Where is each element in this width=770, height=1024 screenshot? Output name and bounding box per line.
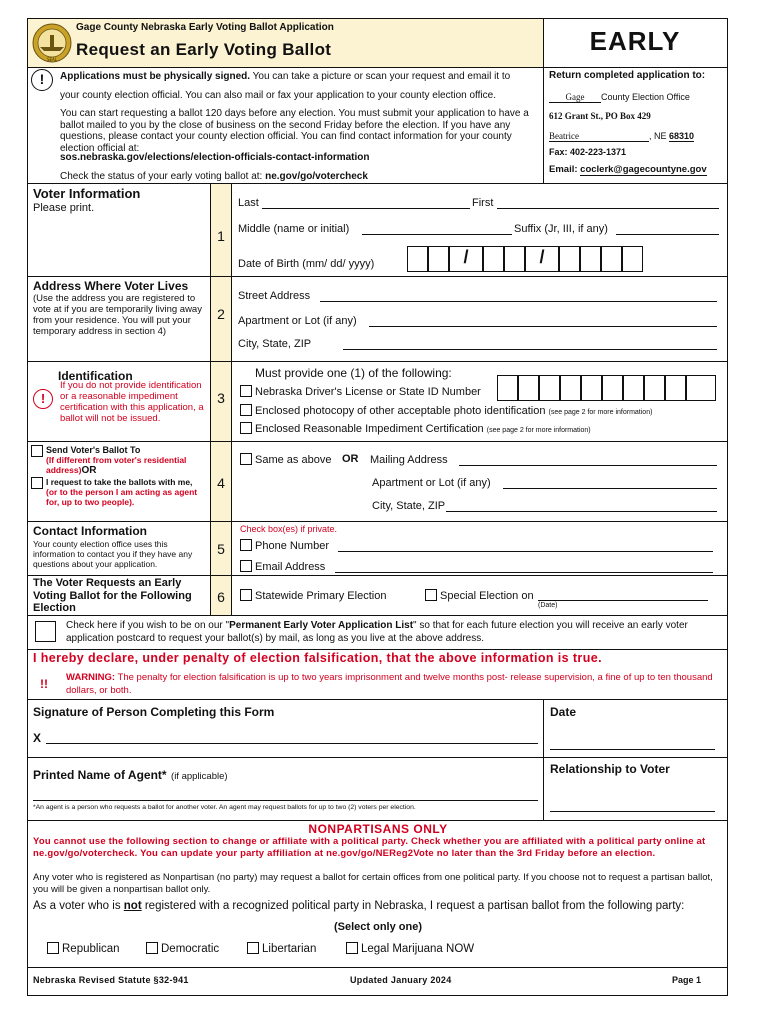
fax-number: 402-223-1371 [570,147,627,157]
agent-footnote: *An agent is a person who requests a ballot for another voter. An agent may request ballots for up to two (2) voters per election. [33,804,416,811]
nonpartisan-warning: You cannot use the following section to change or affiliate with a political party. Check whether you are affiliated with a political party online at ne.gov/go/votercheck. You can update your party affiliation at ne.gov/go/NEReg2Vote no later than the 3rd Friday before an election. [33,836,706,859]
warning-label: WARNING: [66,672,116,683]
suffix-input[interactable] [616,234,719,235]
request-pre: As a voter who is [33,900,124,912]
intro-line1: You can take a picture or scan your request and email it to [250,71,511,82]
email-address[interactable]: coclerk@gagecountyne.gov [580,164,707,175]
opt-photocopy[interactable] [240,404,652,417]
suffix-label: Suffix (Jr, III, if any) [514,223,608,235]
middle-input[interactable] [362,234,512,235]
county-app-title: Gage County Nebraska Early Voting Ballot Application [76,22,334,33]
footer-statute: Nebraska Revised Statute §32-941 [33,975,189,985]
sec5-number: 5 [217,541,225,557]
return-address: 612 Grant St., PO Box 429 [549,111,651,121]
intro-bold: Applications must be physically signed. [60,71,251,82]
signature-label: Signature of Person Completing this Form [33,705,275,719]
special-label: Special Election on [440,590,534,602]
dob-slash-2: / [539,247,545,267]
sec1-sub: Please print. [33,202,95,214]
phone-input[interactable] [338,551,713,552]
last-input[interactable] [262,208,470,209]
photocopy-note: (see page 2 for more information) [548,409,653,416]
party-republican[interactable] [47,942,120,955]
license-label: Nebraska Driver's License or State ID Number [255,386,481,398]
special-checkbox[interactable] [425,589,437,601]
same-checkbox[interactable] [240,453,252,465]
footer-updated: Updated January 2024 [350,975,452,985]
date-input[interactable] [550,749,715,750]
impediment-label: Enclosed Reasonable Impediment Certification [255,423,484,435]
city-input[interactable] [343,349,717,350]
permanent-bold: Permanent Early Voter Application List [229,620,414,631]
send-to-checkbox[interactable] [31,445,43,457]
email-field[interactable] [240,560,325,573]
mail-or: OR [342,453,359,465]
email-label: Email: [549,164,581,175]
agent-note: (if applicable) [171,771,228,782]
warning-text: The penalty for election falsification is up to two years imprisonment and twelve months post- release supervision, a fine of up to ten thousand dollars, or both. [66,672,713,696]
sec3-title: Identification [58,369,133,383]
dob-slash-1: / [463,247,469,267]
permanent-checkbox[interactable] [35,621,56,642]
sec6-number: 6 [217,589,225,605]
street-input[interactable] [320,301,717,302]
special-option[interactable] [425,589,534,602]
sec2-number: 2 [217,306,225,322]
democratic-label: Democratic [161,943,220,955]
sec1-number: 1 [217,228,225,244]
middle-label: Middle (name or initial) [238,223,350,235]
email-field-label: Email Address [255,561,326,573]
photocopy-checkbox[interactable] [240,404,252,416]
phone-label: Phone Number [255,540,329,552]
impediment-checkbox[interactable] [240,422,252,434]
early-label: EARLY [589,26,681,56]
republican-checkbox[interactable] [47,942,59,954]
sec6-title: The Voter Requests an Early Voting Ballot for the Following Election [33,577,192,614]
legal-marijuana-checkbox[interactable] [346,942,358,954]
fax-label: Fax: [549,147,571,157]
return-zip: 68310 [669,131,695,141]
contact-url: sos.nebraska.gov/elections/election-officials-contact-information [60,152,370,163]
votercheck-link[interactable]: ne.gov/go/votercheck [265,171,368,182]
take-note: (or to the person I am acting as agent for, up to two people). [46,487,198,507]
license-checkbox[interactable] [240,385,252,397]
sec3-warning: If you do not provide identification or a reasonable impediment certification with this application, a ballot will not be issued. [60,380,204,424]
signature-input[interactable] [46,743,538,744]
email-input[interactable] [335,572,713,573]
legal-marijuana-label: Legal Marijuana NOW [361,943,475,955]
state-seal [32,23,72,63]
mail-city-input[interactable] [446,511,717,512]
sec3-number: 3 [217,390,225,406]
first-input[interactable] [497,208,719,209]
street-label: Street Address [238,290,311,302]
phone-field[interactable] [240,539,329,552]
apt-input[interactable] [369,326,717,327]
permanent-pre: Check here if you wish to be on our " [66,620,230,631]
signature-x: X [33,731,42,745]
opt-impediment[interactable] [240,422,591,435]
relationship-input[interactable] [550,811,715,812]
agent-label: Printed Name of Agent* [33,768,167,782]
svg-text:SEAL: SEAL [46,57,58,62]
request-post: registered with a recognized political party in Nebraska, I request a partisan ballot from the following party: [141,900,685,912]
return-title: Return completed application to: [549,70,706,81]
party-legal-marijuana[interactable] [346,942,474,955]
first-label: First [472,197,494,209]
nonpartisan-body: Any voter who is registered as Nonpartisan (no party) may request a ballot for certain offices from one political party. If you choose not to request a partisan ballot, you will be given a nonpartisan ballot only. [33,872,713,895]
special-date-input[interactable] [538,600,708,601]
last-label: Last [238,197,259,209]
same-label: Same as above [255,454,332,466]
footer-page: Page 1 [672,975,702,985]
sec1-title: Voter Information [33,186,141,201]
agent-input[interactable] [33,800,538,801]
return-city: Beatrice [549,131,649,142]
mail-city-label: City, State, ZIP [372,500,446,512]
city-label: City, State, ZIP [238,338,312,350]
send-note: (If different from voter's residential address) [46,455,187,475]
must-provide: Must provide one (1) of the following: [255,366,452,380]
sec4-number: 4 [217,475,225,491]
return-state: , NE [649,131,670,141]
request-not: not [123,900,142,912]
sec2-title: Address Where Voter Lives [33,279,189,293]
select-one: (Select only one) [333,921,423,933]
mail-apt-label: Apartment or Lot (if any) [372,477,491,489]
take-ballots-checkbox[interactable] [31,477,43,489]
id-alert-icon: ! [33,389,53,409]
party-libertarian[interactable] [247,942,316,955]
libertarian-checkbox[interactable] [247,942,259,954]
send-or: OR [81,465,97,476]
mailing-input[interactable] [459,465,717,466]
democratic-checkbox[interactable] [146,942,158,954]
declaration: I hereby declare, under penalty of election falsification, that the above information is true. [33,651,602,665]
nonpartisan-title: NONPARTISANS ONLY [308,822,448,836]
return-county: Gage [549,92,601,103]
impediment-note: (see page 2 for more information) [486,427,591,434]
sec5-sub: Your county election office uses this information to contact you if they have any questions about your application. [33,539,193,569]
date-label: Date [550,705,577,719]
apt-label: Apartment or Lot (if any) [238,315,357,327]
private-note: Check box(es) if private. [240,524,338,534]
alert-icon: ! [31,69,53,91]
statewide-option[interactable] [240,589,386,602]
warning-mark: !! [40,677,48,691]
mail-apt-input[interactable] [503,488,717,489]
send-title: Send Voter's Ballot To [46,445,141,455]
phone-private-checkbox[interactable] [240,539,252,551]
status-prefix: Check the status of your early voting ballot at: [60,171,266,182]
intro-line2: your county election official. You can also mail or fax your application to your county election office. [60,90,496,101]
party-democratic[interactable] [146,942,219,955]
libertarian-label: Libertarian [262,943,317,955]
sec5-title: Contact Information [33,524,147,538]
statewide-label: Statewide Primary Election [255,590,387,602]
mailing-label: Mailing Address [370,454,448,466]
statewide-checkbox[interactable] [240,589,252,601]
relationship-label: Relationship to Voter [550,762,670,776]
permanent-post: " so that for each future election you will receive an early voter application postcard to request your ballot(s) by mail, as long as you live at the above address. [66,620,688,644]
email-private-checkbox[interactable] [240,560,252,572]
take-label: I request to take the ballots with me, [46,477,193,487]
same-as-above[interactable] [240,453,331,466]
return-office: County Election Office [601,92,690,102]
opt-license[interactable] [240,385,481,398]
photocopy-label: Enclosed photocopy of other acceptable photo identification [255,405,546,417]
date-caption: (Date) [538,602,558,609]
sec2-sub: (Use the address you are registered to vote at if you are temporarily living away from your residence. You will put your temporary address in section 4) [33,293,202,337]
republican-label: Republican [62,943,120,955]
dob-label: Date of Birth (mm/ dd/ yyyy) [238,258,375,270]
intro-paragraph: You can start requesting a ballot 120 days before any election. You must submit your application to have a ballot mailed to you by the close of business on the second Friday before the election. If you have any questions, please contact your county election official. You can find contact information for your county election official at: [60,108,529,154]
page-title: Request an Early Voting Ballot [76,40,332,59]
